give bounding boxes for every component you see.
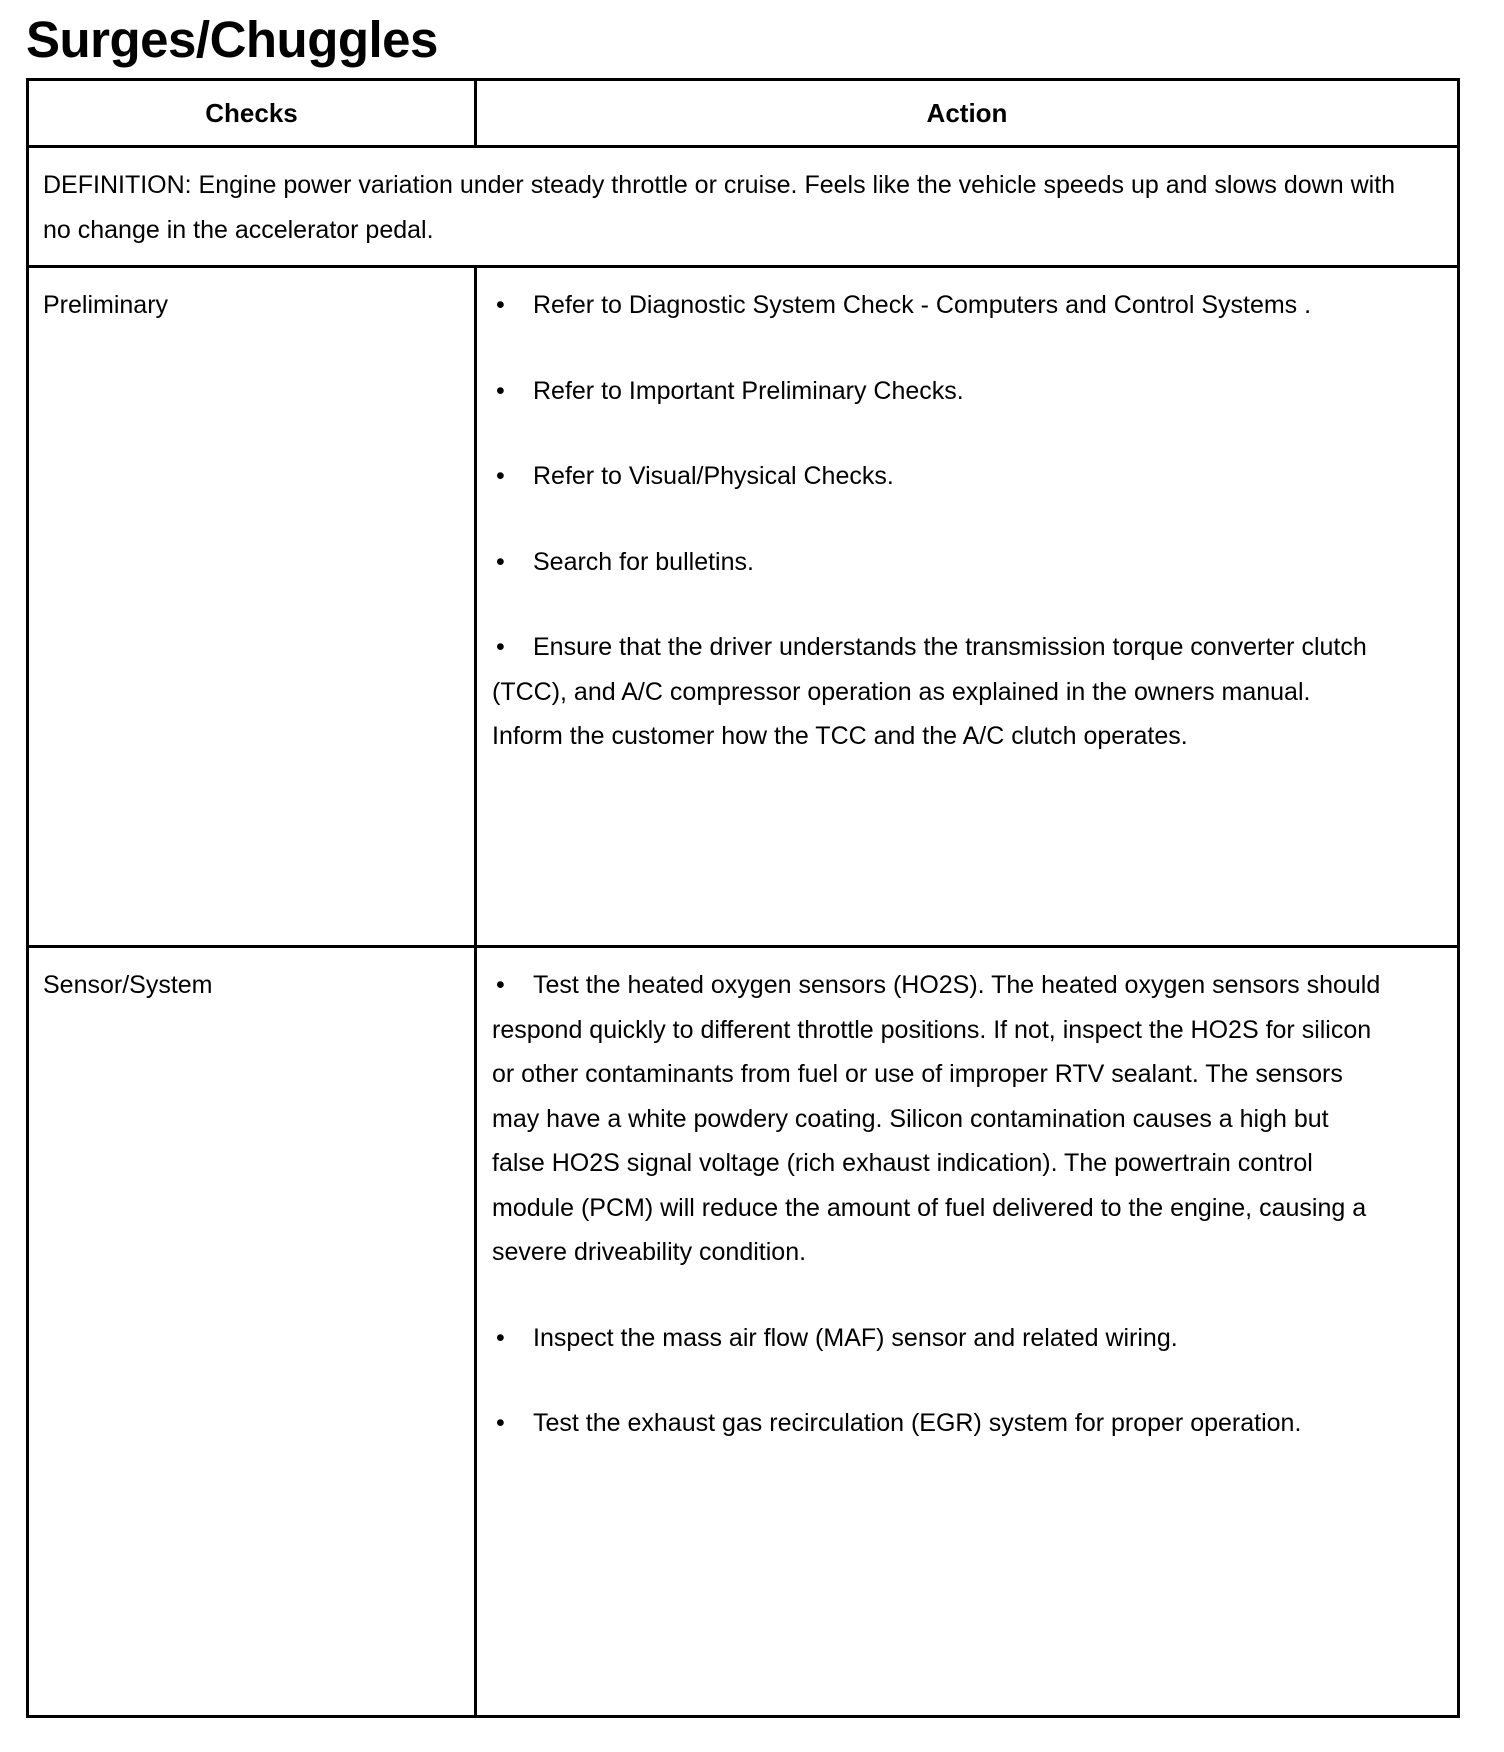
row-divider [26, 945, 1460, 948]
definition-divider [26, 265, 1460, 268]
column-header-action: Action [926, 98, 1008, 128]
list-item: • Search for bulletins. [492, 540, 1382, 585]
check-label-sensor-system: Sensor/System [43, 971, 213, 999]
list-item: • Ensure that the driver understands the transmission torque converter clutch (TCC), and A/C compressor operation as explained in the owners manual. Inform the customer how the TCC and the A/C clutch operates. [492, 625, 1382, 759]
list-item: • Inspect the mass air flow (MAF) sensor and related wiring. [492, 1316, 1382, 1361]
header-divider [26, 145, 1460, 148]
bullet-icon: • [496, 971, 505, 999]
list-item: • Refer to Diagnostic System Check - Computers and Control Systems . [492, 283, 1382, 328]
bullet-icon: • [496, 291, 505, 319]
column-header-checks: Checks [205, 98, 298, 128]
bullet-icon: • [496, 547, 505, 576]
action-list-preliminary [492, 283, 1382, 759]
bullet-icon: • [496, 1409, 505, 1437]
action-list-sensor-system [492, 963, 1382, 1446]
list-item: • Refer to Important Preliminary Checks. [492, 369, 1382, 414]
page-title: Surges/Chuggles [26, 11, 438, 68]
list-item: • Test the exhaust gas recirculation (EGR) system for proper operation. [492, 1401, 1382, 1446]
bullet-icon: • [496, 376, 505, 405]
bullet-icon: • [496, 1323, 505, 1352]
list-item: • Refer to Visual/Physical Checks. [492, 454, 1382, 499]
bullet-icon: • [496, 462, 505, 490]
definition-text: DEFINITION: Engine power variation under steady throttle or cruise. Feels like the vehicle speeds up and slows down with no change in the accelerator pedal. [43, 171, 1396, 244]
bullet-icon: • [496, 633, 505, 661]
list-item: • Test the heated oxygen sensors (HO2S). The heated oxygen sensors should respond quickly to different throttle positions. If not, inspect the HO2S for silicon or other contaminants from fuel or use of improper RTV sealant. The sensors may have a white powdery coating. Silicon contamination causes a high but false HO2S signal voltage (rich exhaust indication). The powertrain control module (PCM) will reduce the amount of fuel delivered to the engine, causing a severe driveability condition. [492, 963, 1382, 1275]
column-divider [474, 265, 477, 1718]
check-label-preliminary: Preliminary [43, 291, 169, 319]
